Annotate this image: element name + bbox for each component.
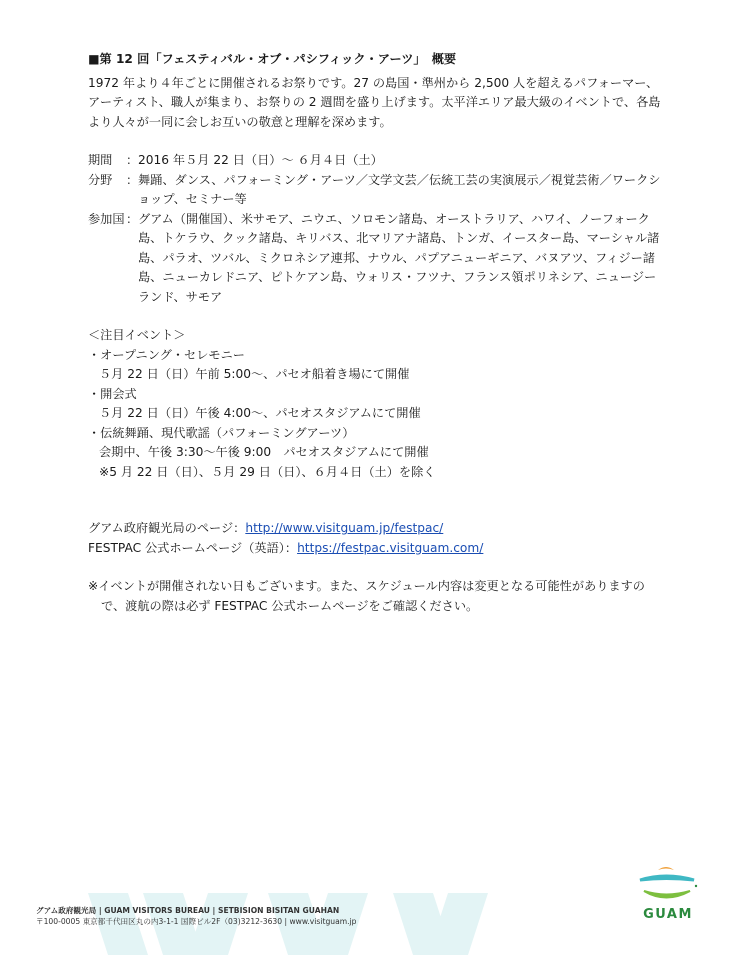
section-heading: ■第 12 回「フェスティバル・オブ・パシフィック・アーツ」 概要 — [88, 52, 457, 66]
detail-label: 分野 — [88, 172, 113, 187]
detail-row-participants: 参加国 ： グアム（開催国）、米サモア、ニウエ、ソロモン諸島、オーストラリア、ハワイ、ノーフォーク島、トケラウ、クック諸島、キリバス、北マリアナ諸島、トンガ、イースター島、マーシャル諸島、パラオ、ツバル、ミクロネシア連邦、ナウル、パプアニューギニア、バヌアツ、フィジー諸島、ニューカレドニア、ピトケアン島、ウォリス・フツナ、フランス領ポリネシア、ニュージーランド、サモア — [88, 210, 668, 308]
detail-label: 参加国 — [88, 211, 125, 226]
visitguam-link[interactable]: http://www.visitguam.jp/festpac/ — [245, 521, 444, 535]
footer — [36, 905, 357, 927]
document-body — [88, 50, 668, 616]
intro-paragraph: 1972 年より４年ごとに開催されるお祭りです。27 の島国・準州から 2,500 人を超えるパフォーマー、アーティスト、職人が集まり、お祭りの 2 週間を盛り上げます。太平洋エリア最大級のイベントで、各島より人々が一同に会しお互いの敬意と理解を深めます。 — [88, 75, 661, 129]
detail-row-fields: 分野 ： 舞踊、ダンス、パフォーミング・アーツ／文学文芸／伝統工芸の実演展示／視覚芸術／ワークショップ、セミナー等 — [88, 171, 668, 210]
reference-links — [88, 519, 668, 558]
footer-address: 〒100-0005 東京都千代田区丸の内3-1-1 国際ビル2F（03)3212-3630 | www.visitguam.jp — [36, 917, 357, 926]
event-detail: ※5 月 22 日（日）、５月 29 日（日）、６月４日（土）を除く — [99, 464, 436, 479]
event-detail: ５月 22 日（日）午前 5:00～、パセオ船着き場にて開催 — [99, 367, 410, 381]
logo-wave-arc — [640, 876, 694, 880]
detail-value: グアム（開催国）、米サモア、ニウエ、ソロモン諸島、オーストラリア、ハワイ、ノーフォーク島、トケラウ、クック諸島、キリバス、北マリアナ諸島、トンガ、イースター島、マーシャル諸島、パラオ、ツバル、ミクロネシア連邦、ナウル、パプアニューギニア、バヌアツ、フィジー諸島、ニューカレドニア、ピトケアン島、ウォリス・フツナ、フランス領ポリネシア、ニュージーランド、サモア — [138, 211, 660, 304]
link-row-visitguam — [88, 519, 668, 539]
festpac-link[interactable]: https://festpac.visitguam.com/ — [297, 540, 484, 555]
link-label: FESTPAC 公式ホームページ（英語）： — [88, 540, 298, 555]
logo-land-arc — [644, 891, 690, 898]
event-opening-ceremony-name: ・オープニング・セレモニー — [88, 347, 245, 362]
detail-value: 2016 年５月 22 日（日）～ ６月４日（土） — [138, 153, 383, 167]
event-performing-arts-name: ・伝統舞踊、現代歌謡（パフォーミングアーツ） — [88, 425, 355, 440]
event-details — [88, 151, 668, 307]
guam-logo-text: GUAM — [643, 907, 693, 922]
detail-row-period: 期間 ： 2016 年５月 22 日（日）～ ６月４日（土） — [88, 151, 668, 171]
event-detail: ５月 22 日（日）午後 4:00～、パセオスタジアムにて開催 — [99, 406, 421, 420]
event-opening-name: ・開会式 — [88, 386, 137, 401]
events-title: ＜注目イベント＞ — [88, 328, 186, 342]
detail-value: 舞踊、ダンス、パフォーミング・アーツ／文学文芸／伝統工芸の実演展示／視覚芸術／ワークショップ、セミナー等 — [138, 172, 661, 206]
footer-org: グアム政府観光局 | GUAM VISITORS BUREAU | SETBISION BISITAN GUAHAN — [36, 906, 340, 915]
featured-events — [88, 326, 668, 482]
link-row-festpac — [88, 539, 668, 559]
event-detail: 会期中、午後 3:30～午後 9:00 パセオスタジアムにて開催 — [99, 445, 429, 459]
detail-label: 期間 — [88, 153, 113, 167]
logo-sun-arc — [658, 867, 674, 870]
link-label: グアム政府観光局のページ： — [88, 521, 246, 535]
disclaimer-note: ※イベントが開催されない日もございます。また、スケジュール内容は変更となる可能性がありますので、渡航の際は必ず FESTPAC 公式ホームページをご確認ください。 — [88, 579, 645, 613]
